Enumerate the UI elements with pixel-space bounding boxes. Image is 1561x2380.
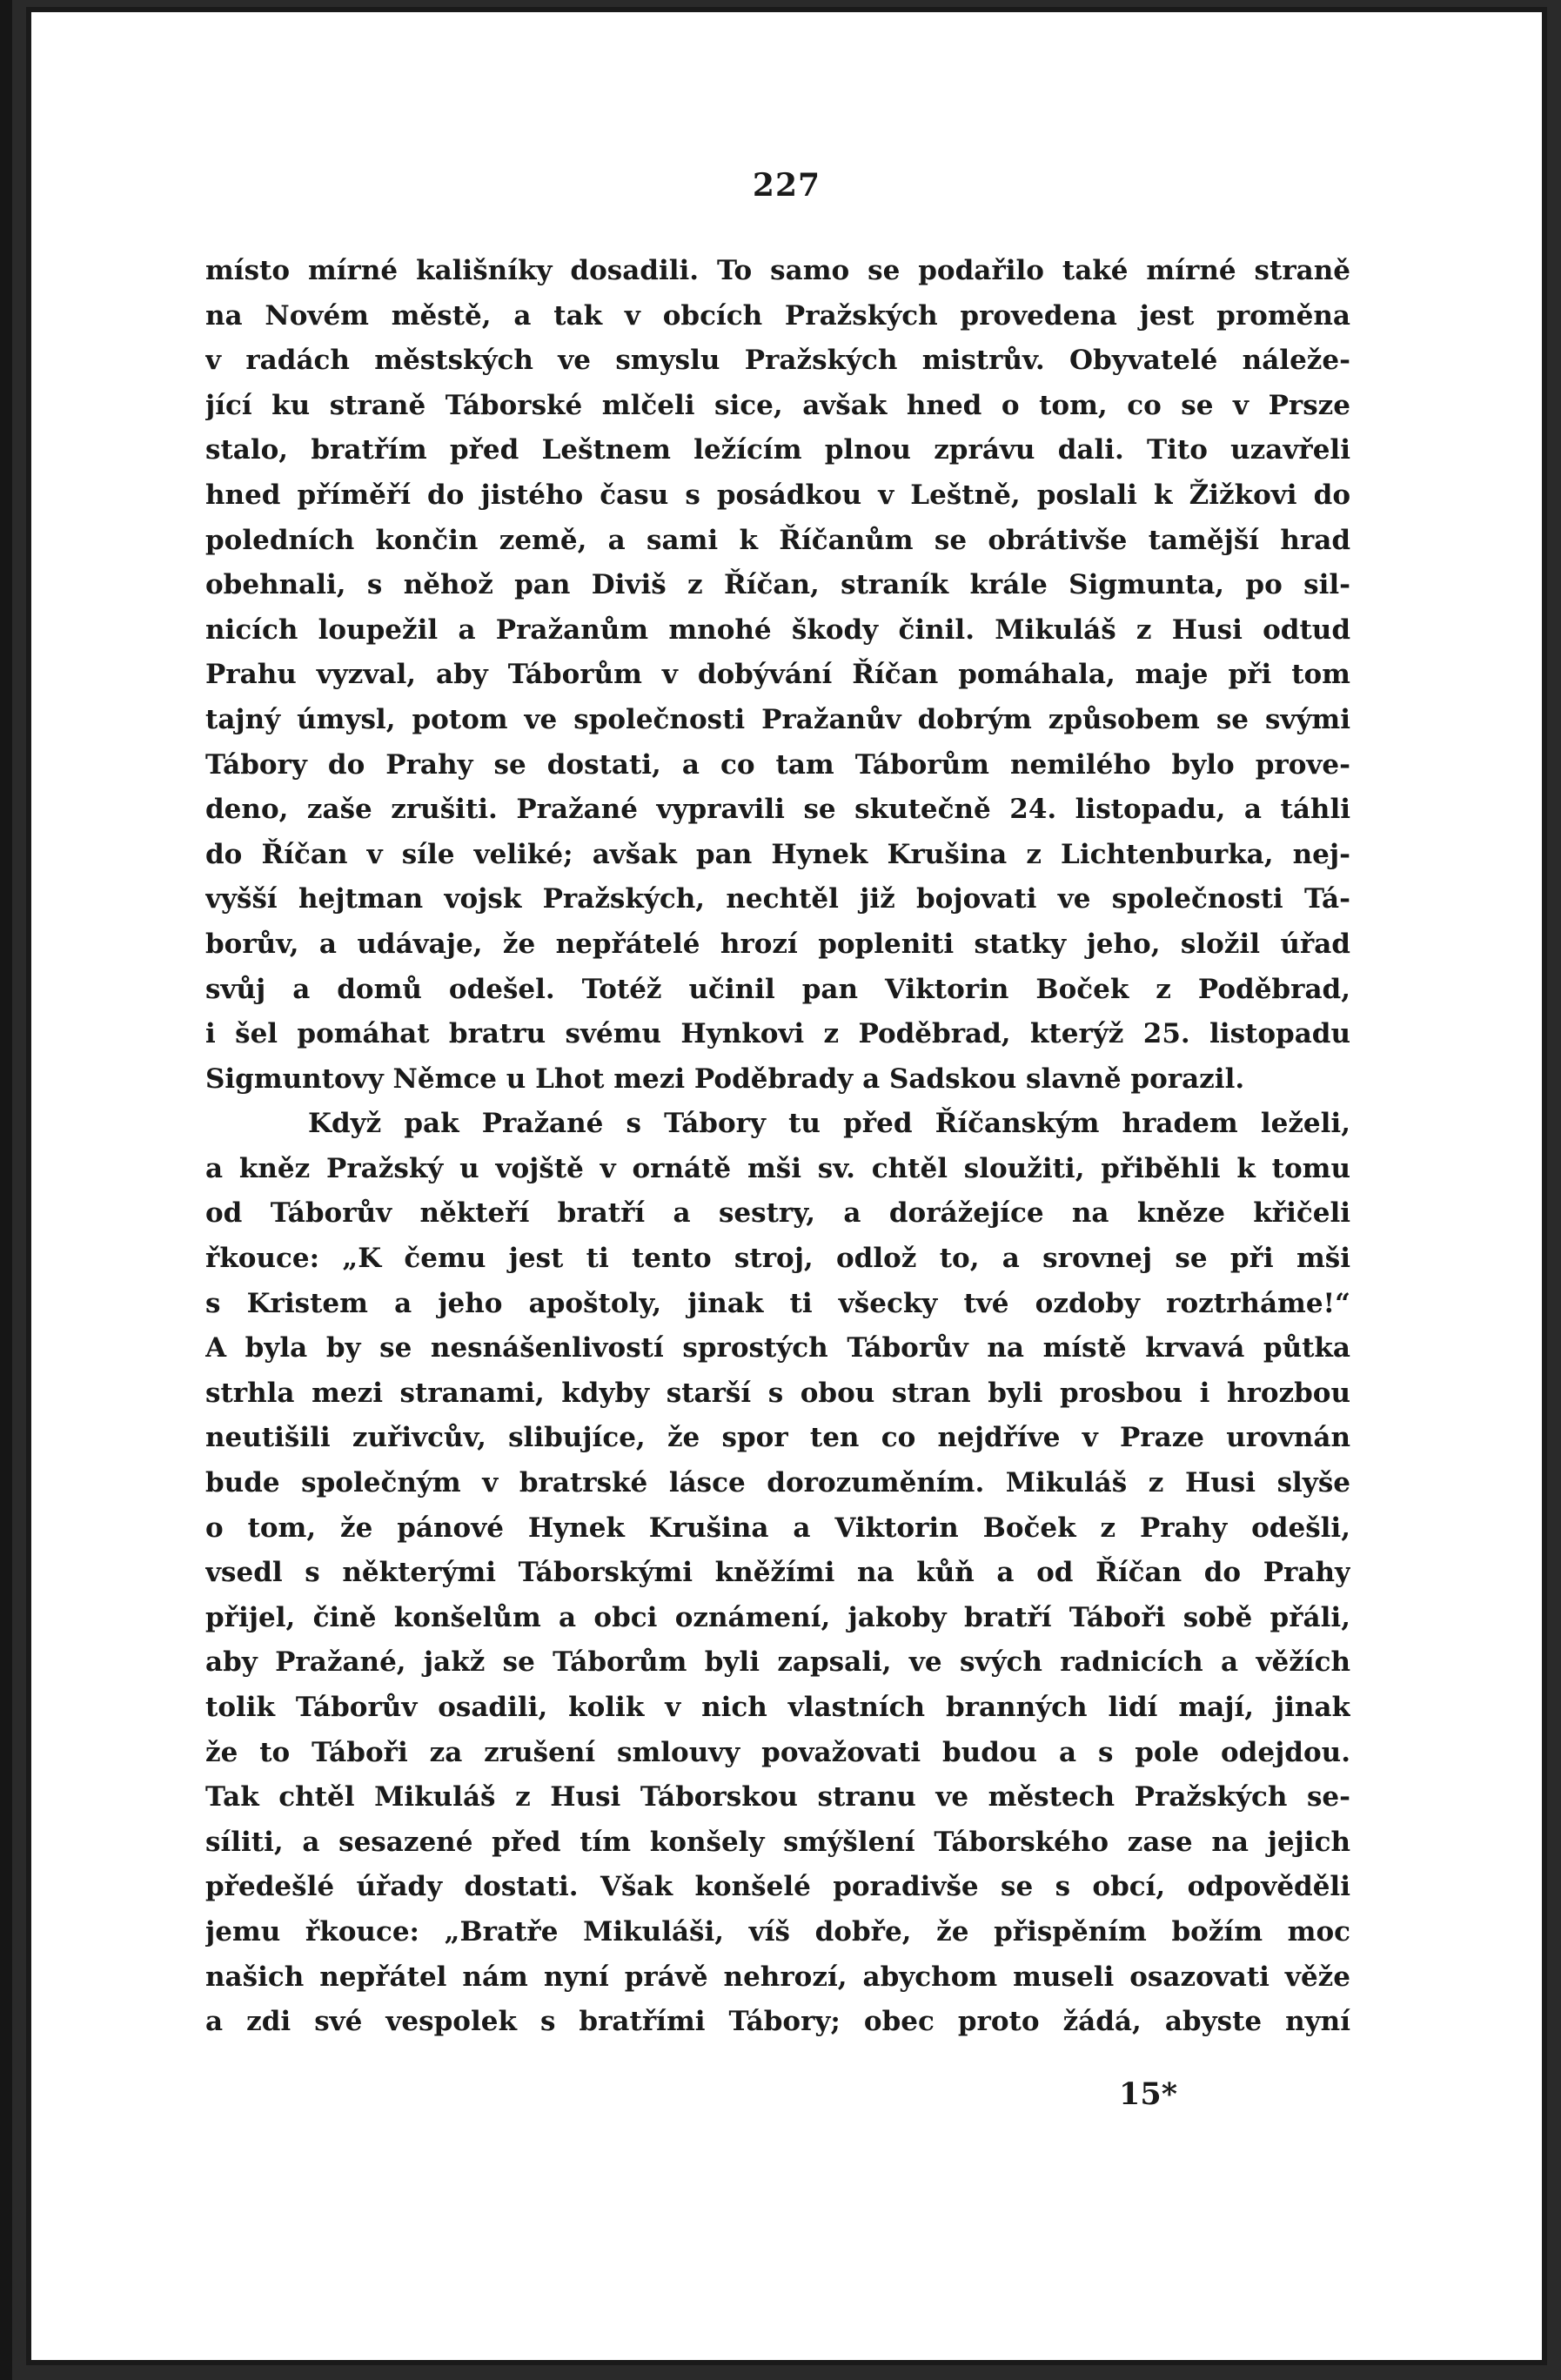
text-line: svůj a domů odešel. Totéž učinil pan Viktorin Boček z Poděbrad, (205, 973, 1350, 1005)
scan-left-edge (0, 0, 12, 2380)
text-line: stalo, bratřím před Leštnem ležícím plnou zprávu dali. Tito uzavřeli (205, 434, 1350, 466)
text-line: neutišili zuřivcův, slibujíce, že spor ten co nejdříve v Praze urovnán (205, 1422, 1350, 1454)
text-line: vyšší hejtman vojsk Pražských, nechtěl již bojovati ve společnosti Tá- (205, 883, 1350, 915)
text-line: a zdi své vespolek s bratřími Tábory; obec proto žádá, abyste nyní (205, 2006, 1350, 2038)
page-number: 227 (752, 167, 821, 204)
text-line: síliti, a sesazené před tím konšely smýšlení Táborského zase na jejich (205, 1826, 1350, 1858)
text-line: a kněz Pražský u vojště v ornátě mši sv. chtěl sloužiti, přiběhli k tomu (205, 1152, 1350, 1184)
text-line: i šel pomáhat bratru svému Hynkovi z Poděbrad, kterýž 25. listopadu (205, 1018, 1350, 1050)
text-line: do Říčan v síle veliké; avšak pan Hynek Krušina z Lichtenburka, nej- (205, 838, 1350, 870)
text-line: na Novém městě, a tak v obcích Pražských provedena jest proměna (205, 299, 1350, 332)
text-line: bude společným v bratrské lásce dorozuměním. Mikuláš z Husi slyše (205, 1467, 1350, 1499)
text-line: aby Pražané, jakž se Táborům byli zapsali, ve svých radnicích a věžích (205, 1646, 1350, 1679)
text-line: o tom, že pánové Hynek Krušina a Viktorin Boček z Prahy odešli, (205, 1512, 1350, 1544)
text-line: A byla by se nesnášenlivostí sprostých Táborův na místě krvavá půtka (205, 1332, 1350, 1364)
body-text (205, 249, 1350, 2045)
text-line: obehnali, s něhož pan Diviš z Říčan, straník krále Sigmunta, po sil- (205, 569, 1350, 601)
text-line: Když pak Pražané s Tábory tu před Říčanským hradem leželi, (308, 1108, 1350, 1140)
text-line: jemu řkouce: „Bratře Mikuláši, víš dobře, že přispěním božím moc (205, 1915, 1350, 1948)
text-line: vsedl s některými Táborskými kněžími na kůň a od Říčan do Prahy (205, 1557, 1350, 1589)
text-line: tajný úmysl, potom ve společnosti Pražanův dobrým způsobem se svými (205, 703, 1350, 735)
text-line: nicích loupežil a Pražanům mnohé škody činil. Mikuláš z Husi odtud (205, 613, 1350, 646)
text-line: Sigmuntovy Němce u Lhot mezi Poděbrady a Sadskou slavně porazil. (205, 1063, 1245, 1095)
printer-signature-mark: 15* (1119, 2076, 1178, 2112)
text-line: od Táborův někteří bratří a sestry, a dorážejíce na kněze křičeli (205, 1197, 1350, 1230)
text-line: Prahu vyzval, aby Táborům v dobývání Říčan pomáhala, maje při tom (205, 659, 1350, 691)
text-line: že to Táboři za zrušení smlouvy považovati budou a s pole odejdou. (205, 1736, 1350, 1768)
text-line: s Kristem a jeho apoštoly, jinak ti všecky tvé ozdoby roztrháme!“ (205, 1287, 1350, 1319)
text-line: jící ku straně Táborské mlčeli sice, avšak hned o tom, co se v Prsze (205, 389, 1350, 421)
text-line: strhla mezi stranami, kdyby starší s obou stran byli prosbou i hrozbou (205, 1377, 1350, 1409)
text-line: předešlé úřady dostati. Však konšelé poradivše se s obcí, odpověděli (205, 1871, 1350, 1903)
text-line: Tak chtěl Mikuláš z Husi Táborskou stranu ve městech Pražských se- (205, 1781, 1350, 1813)
text-line: Tábory do Prahy se dostati, a co tam Táborům nemilého bylo prove- (205, 748, 1350, 781)
text-line: přijel, čině konšelům a obci oznámení, jakoby bratří Táboři sobě přáli, (205, 1601, 1350, 1633)
book-page (26, 7, 1547, 2365)
text-line: hned příměří do jistého času s posádkou v Leštně, poslali k Žižkovi do (205, 479, 1350, 511)
text-line: borův, a udávaje, že nepřátelé hrozí popleniti statky jeho, složil úřad (205, 928, 1350, 960)
text-line: v radách městských ve smyslu Pražských mistrův. Obyvatelé náleže- (205, 345, 1350, 377)
text-line: deno, zaše zrušiti. Pražané vypravili se skutečně 24. listopadu, a táhli (205, 794, 1350, 826)
text-line: tolik Táborův osadili, kolik v nich vlastních branných lidí mají, jinak (205, 1692, 1350, 1723)
text-line: řkouce: „K čemu jest ti tento stroj, odlož to, a srovnej se při mši (205, 1243, 1350, 1275)
text-line: poledních končin země, a sami k Říčanům se obrátivše tamější hrad (205, 524, 1350, 556)
text-line: místo mírné kališníky dosadili. To samo se podařilo také mírné straně (205, 255, 1350, 286)
text-line: našich nepřátel nám nyní právě nehrozí, abychom museli osazovati věže (205, 1961, 1350, 1993)
